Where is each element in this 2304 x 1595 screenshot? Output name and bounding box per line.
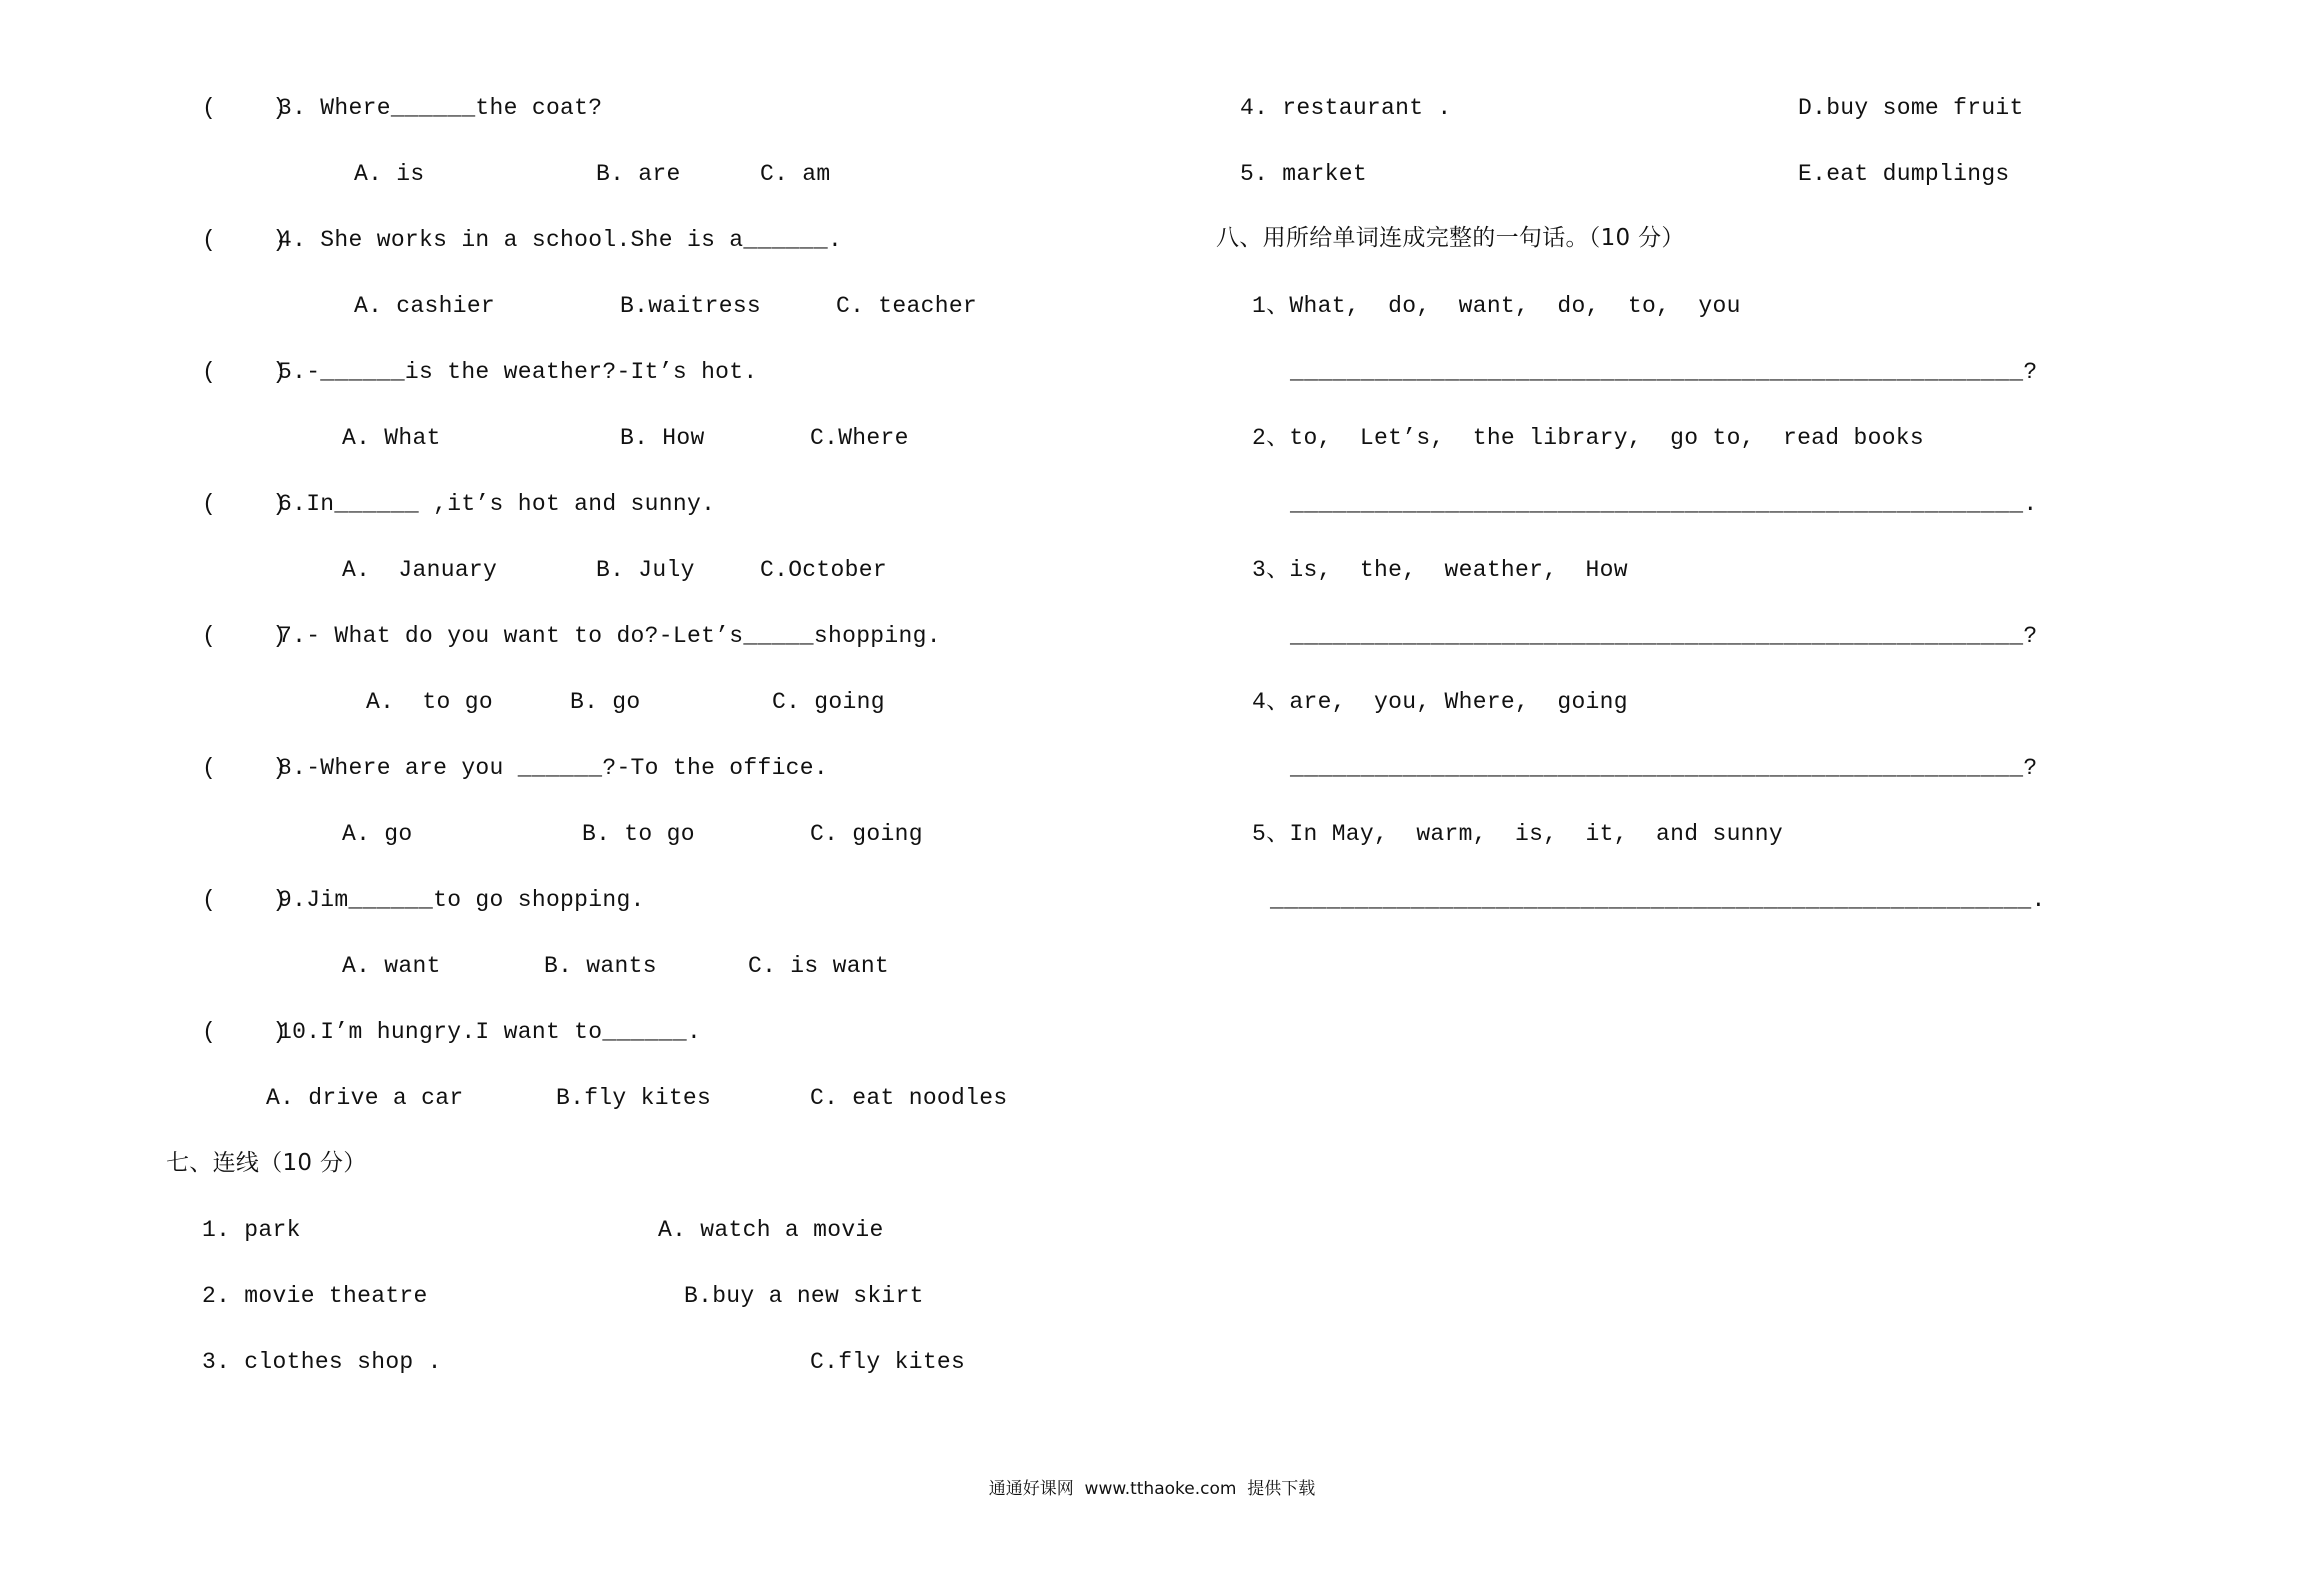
option-b: B. go [570,689,641,715]
answer-paren: ( ) [202,491,287,517]
answer-paren: ( ) [202,227,287,253]
option-a: A. cashier [354,293,496,319]
word-list: 1、What, do, want, do, to, you [1252,293,1741,319]
question-stem: 6.In______ ,it’s hot and sunny. [278,491,716,517]
option-a: A. go [342,821,413,847]
option-a: A. want [342,953,441,979]
option-c: C. is want [748,953,890,979]
question-stem: 8.-Where are you ______?-To the office. [278,755,828,781]
answer-line[interactable]: ____________________________________________________? [1290,755,2038,781]
option-c: C. going [772,689,885,715]
match-place: 2. movie theatre [202,1283,428,1309]
option-b: B.fly kites [556,1085,712,1111]
option-b: B. to go [582,821,695,847]
answer-line[interactable]: ____________________________________________________. [1290,491,2038,517]
section-title: 八、用所给单词连成完整的一句话。（10 分） [1216,225,1685,251]
question-stem: 3. Where______the coat? [278,95,603,121]
match-activity: D.buy some fruit [1798,95,2024,121]
answer-line[interactable]: ______________________________________________________. [1270,887,2046,913]
question-stem: 10.I’m hungry.I want to______. [278,1019,702,1045]
match-activity: A. watch a movie [658,1217,884,1243]
option-c: C.October [760,557,887,583]
word-list: 5、In May, warm, is, it, and sunny [1252,821,1783,847]
option-b: B. are [596,161,681,187]
option-c: C. eat noodles [810,1085,1008,1111]
word-list: 2、to, Let’s, the library, go to, read books [1252,425,1925,451]
match-place: 3. clothes shop . [202,1349,442,1375]
answer-paren: ( ) [202,359,287,385]
word-list: 4、are, you, Where, going [1252,689,1628,715]
option-c: C. going [810,821,923,847]
match-place: 4. restaurant . [1240,95,1452,121]
option-b: B. July [596,557,695,583]
answer-paren: ( ) [202,887,287,913]
option-a: A. January [342,557,498,583]
option-b: B. How [620,425,705,451]
match-place: 5. market [1240,161,1367,187]
option-b: B. wants [544,953,657,979]
match-activity: E.eat dumplings [1798,161,2010,187]
answer-line[interactable]: ____________________________________________________? [1290,359,2038,385]
answer-paren: ( ) [202,95,287,121]
answer-paren: ( ) [202,755,287,781]
answer-paren: ( ) [202,1019,287,1045]
page-footer: 通通好课网 www.tthaoke.com 提供下载 [988,1479,1316,1499]
option-a: A. What [342,425,441,451]
match-activity: B.buy a new skirt [684,1283,924,1309]
option-c: C.Where [810,425,909,451]
option-c: C. am [760,161,831,187]
question-stem: 9.Jim______to go shopping. [278,887,645,913]
option-b: B.waitress [620,293,762,319]
match-activity: C.fly kites [810,1349,966,1375]
question-stem: 5.-______is the weather?-It’s hot. [278,359,758,385]
option-a: A. to go [366,689,493,715]
answer-paren: ( ) [202,623,287,649]
option-a: A. drive a car [266,1085,464,1111]
question-stem: 4. She works in a school.She is a______. [278,227,843,253]
question-stem: 7.- What do you want to do?-Let’s_____shopping. [278,623,941,649]
option-c: C. teacher [836,293,978,319]
section-title: 七、连线（10 分） [166,1150,367,1176]
option-a: A. is [354,161,425,187]
match-place: 1. park [202,1217,301,1243]
answer-line[interactable]: ____________________________________________________? [1290,623,2038,649]
word-list: 3、is, the, weather, How [1252,557,1628,583]
